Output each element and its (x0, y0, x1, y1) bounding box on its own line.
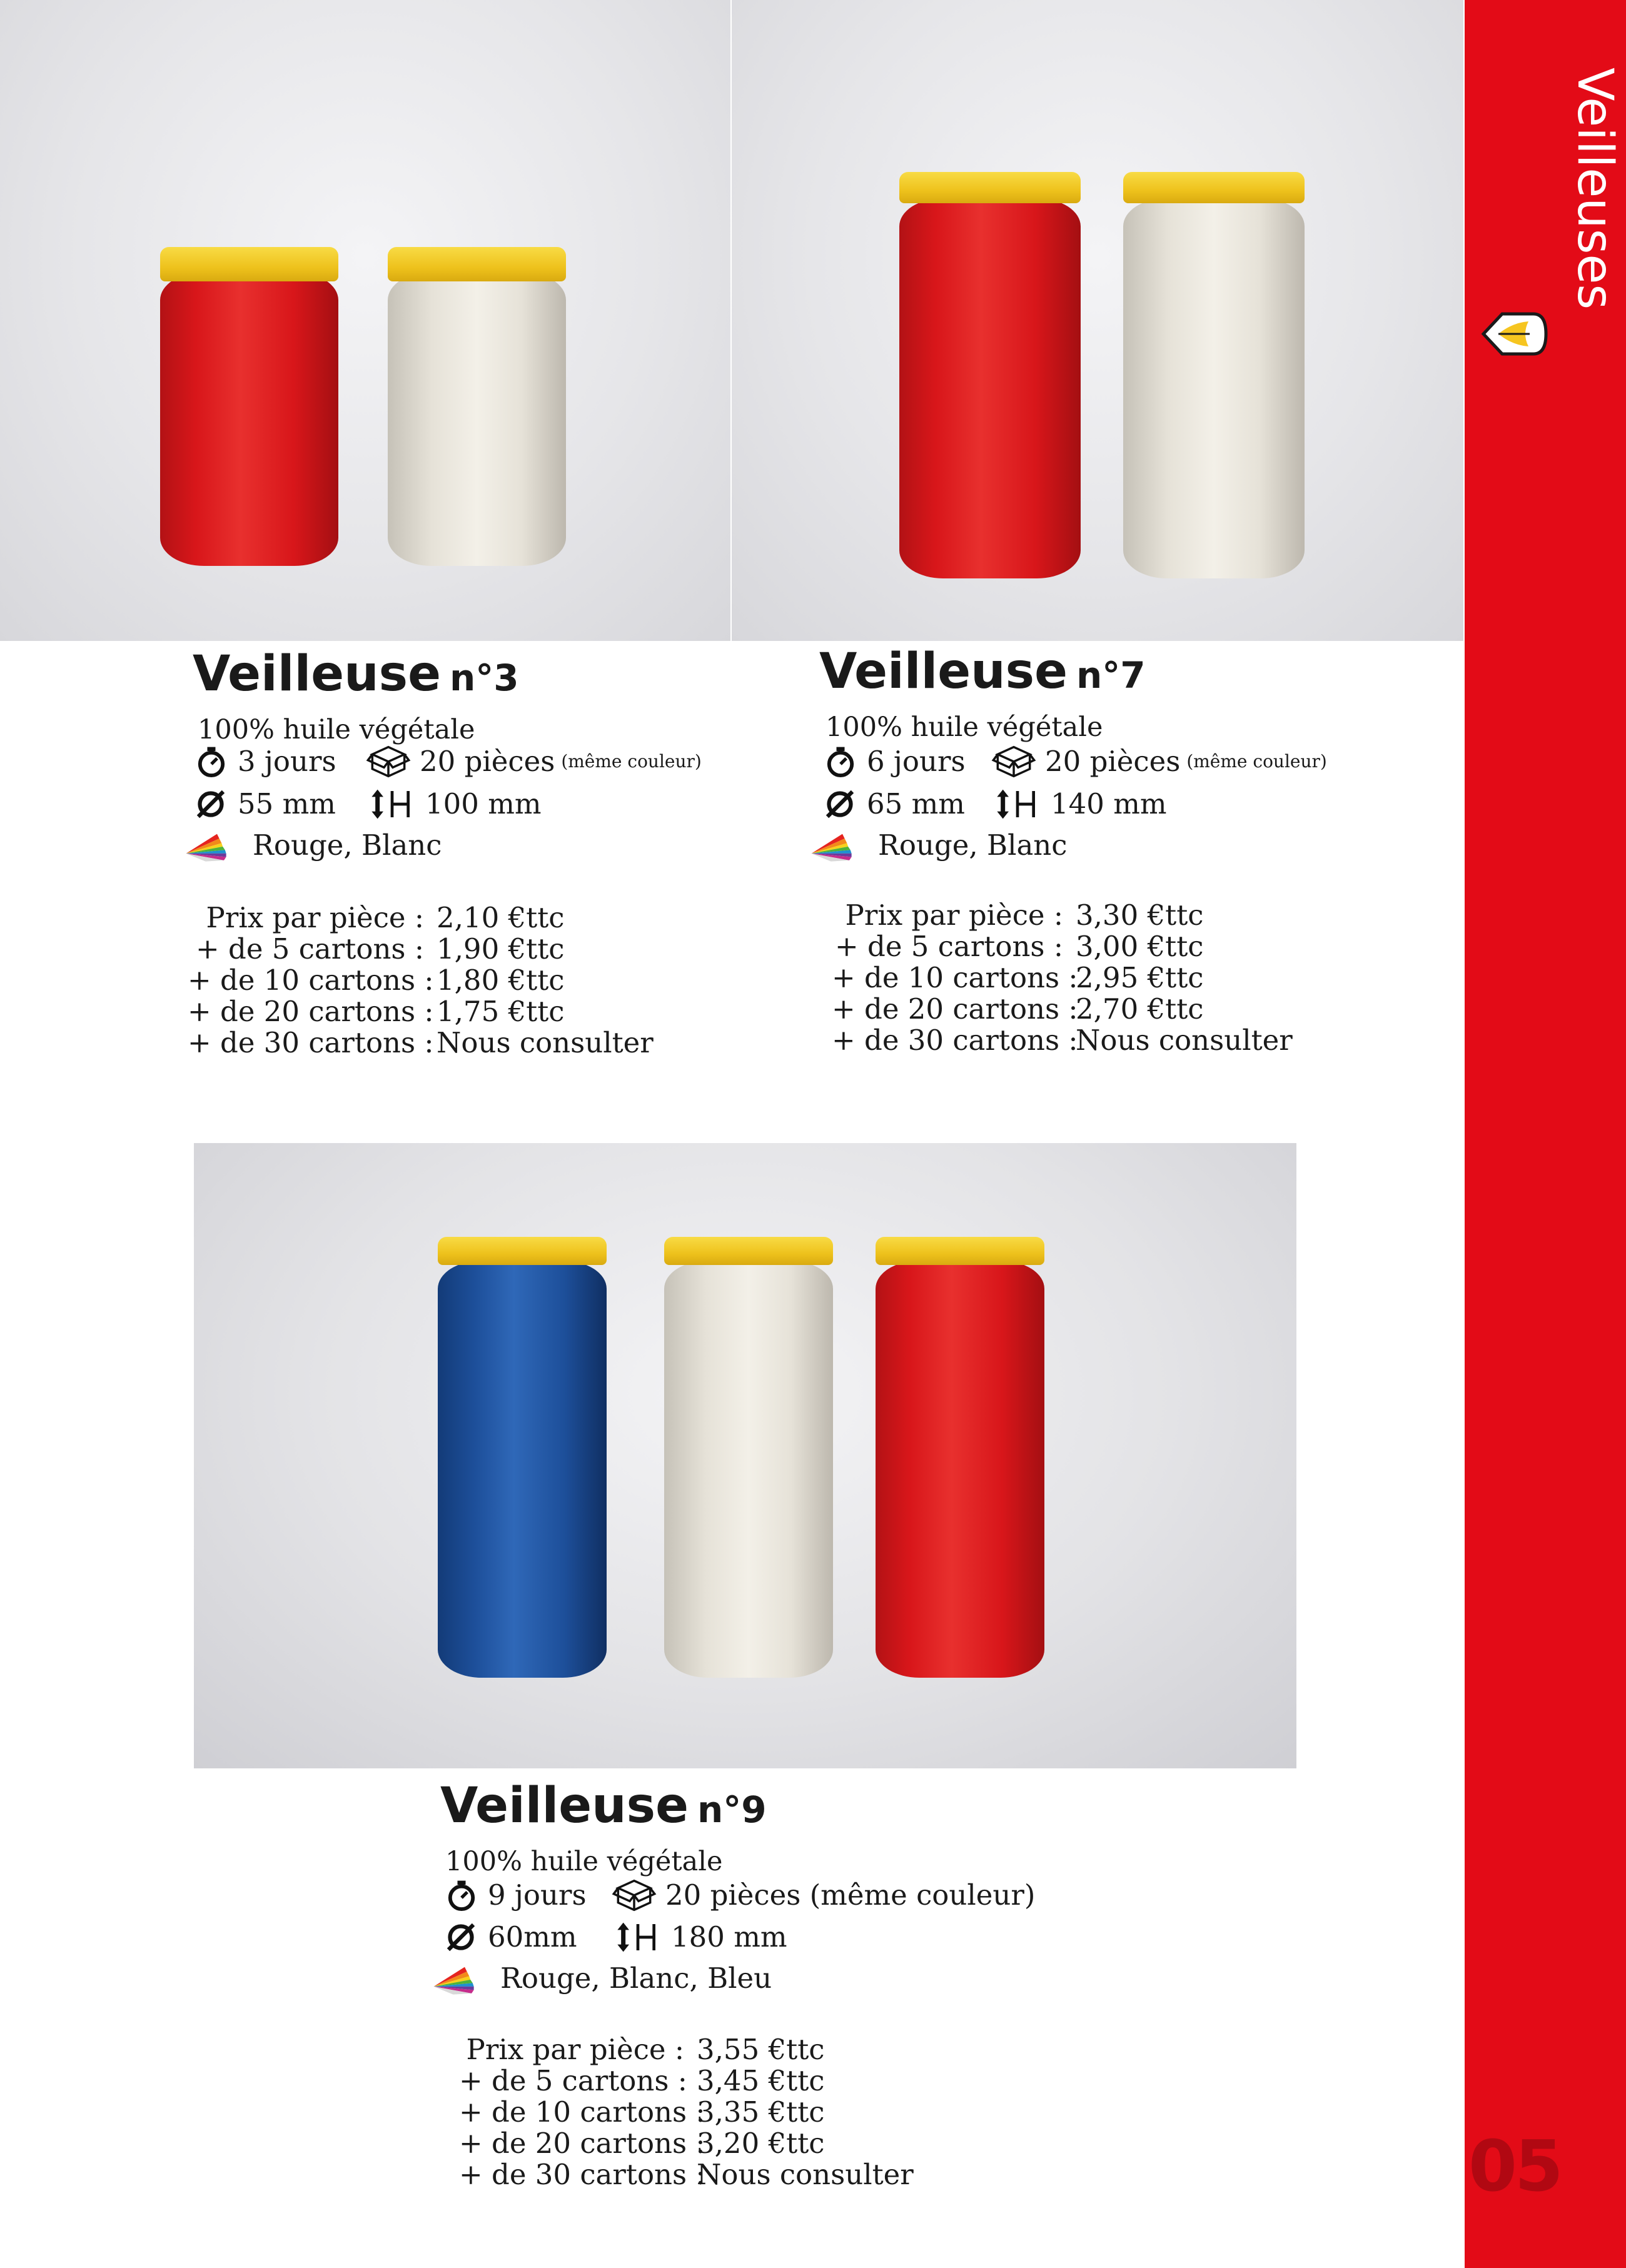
photo-veilleuse-9 (194, 1143, 1296, 1768)
color-palette-icon (183, 827, 251, 864)
spec-height: 180 mm (616, 1918, 787, 1956)
diameter-icon (824, 789, 856, 820)
jar-red (899, 172, 1081, 578)
box-icon (366, 744, 411, 779)
price-row: + de 20 cartons : 2,70 €ttc (832, 992, 1204, 1026)
price-row: + de 10 cartons : 2,95 €ttc (832, 961, 1204, 994)
price-table (188, 902, 654, 1059)
price-row: + de 30 cartons : Nous consulter (459, 2158, 914, 2191)
jar-red (160, 247, 338, 566)
spec-colors: Rouge, Blanc (808, 827, 1067, 864)
spec-diameter: 60mm (445, 1918, 577, 1956)
height-icon (370, 788, 414, 820)
box-icon (991, 744, 1036, 779)
product-veilleuse-9 (440, 1776, 767, 1880)
product-subtitle: 100% huile végétale (826, 712, 1103, 743)
price-row: Prix par pièce : 3,30 €ttc (845, 899, 1204, 932)
price-row: + de 5 cartons : 3,00 €ttc (835, 930, 1204, 963)
price-table (459, 2034, 914, 2190)
box-icon (612, 1878, 657, 1913)
price-row: + de 20 cartons : 3,20 €ttc (459, 2127, 825, 2160)
product-title: Veilleuse n°3 (193, 646, 519, 702)
spec-height: 100 mm (370, 785, 542, 823)
price-row: Prix par pièce : 3,55 €ttc (466, 2033, 825, 2066)
product-title: Veilleuse n°7 (819, 643, 1146, 700)
jar-white (664, 1237, 833, 1678)
photo-veilleuse-3 (0, 0, 730, 641)
price-row: + de 5 cartons : 1,90 €ttc (196, 932, 565, 965)
page-number: 05 (1468, 2126, 1561, 2207)
section-title: Veilleuses (1567, 68, 1623, 310)
flame-logo-icon (1480, 309, 1550, 359)
spec-height: 140 mm (996, 785, 1167, 823)
product-subtitle: 100% huile végétale (198, 714, 475, 745)
spec-duration: 9 jours (445, 1877, 587, 1914)
height-icon (616, 1921, 660, 1953)
price-row: + de 20 cartons : 1,75 €ttc (188, 995, 565, 1028)
spec-colors: Rouge, Blanc (183, 827, 442, 864)
product-subtitle: 100% huile végétale (445, 1846, 723, 1877)
photo-veilleuse-7 (732, 0, 1463, 641)
jar-blue (438, 1237, 607, 1678)
price-row: + de 5 cartons : 3,45 €ttc (459, 2064, 825, 2097)
color-palette-icon (808, 827, 877, 864)
jar-white (1123, 172, 1305, 578)
product-title: Veilleuse n°9 (440, 1778, 767, 1834)
price-row: + de 10 cartons : 3,35 €ttc (459, 2095, 825, 2129)
spec-pack: 20 pièces (même couleur) (366, 743, 702, 780)
spec-diameter: 65 mm (824, 785, 965, 823)
jar-red (876, 1237, 1044, 1678)
height-icon (996, 788, 1039, 820)
price-row: + de 10 cartons : 1,80 €ttc (188, 964, 565, 997)
color-palette-icon (430, 1960, 499, 1997)
spec-diameter: 55 mm (195, 785, 336, 823)
timer-icon (195, 745, 228, 778)
timer-icon (824, 745, 857, 778)
spec-pack: 20 pièces (même couleur) (612, 1877, 1035, 1914)
price-table (832, 900, 1293, 1056)
product-veilleuse-7 (819, 642, 1146, 745)
price-row: Prix par pièce : 2,10 €ttc (206, 901, 565, 934)
diameter-icon (195, 789, 226, 820)
price-row: + de 30 cartons : Nous consulter (832, 1024, 1293, 1057)
product-veilleuse-3 (193, 644, 519, 748)
timer-icon (445, 1879, 478, 1912)
spec-duration: 6 jours (824, 743, 966, 780)
price-row: + de 30 cartons : Nous consulter (188, 1026, 654, 1059)
spec-colors: Rouge, Blanc, Bleu (430, 1960, 772, 1997)
spec-pack: 20 pièces (même couleur) (991, 743, 1327, 780)
jar-white (388, 247, 566, 566)
spec-duration: 3 jours (195, 743, 336, 780)
diameter-icon (445, 1922, 477, 1953)
